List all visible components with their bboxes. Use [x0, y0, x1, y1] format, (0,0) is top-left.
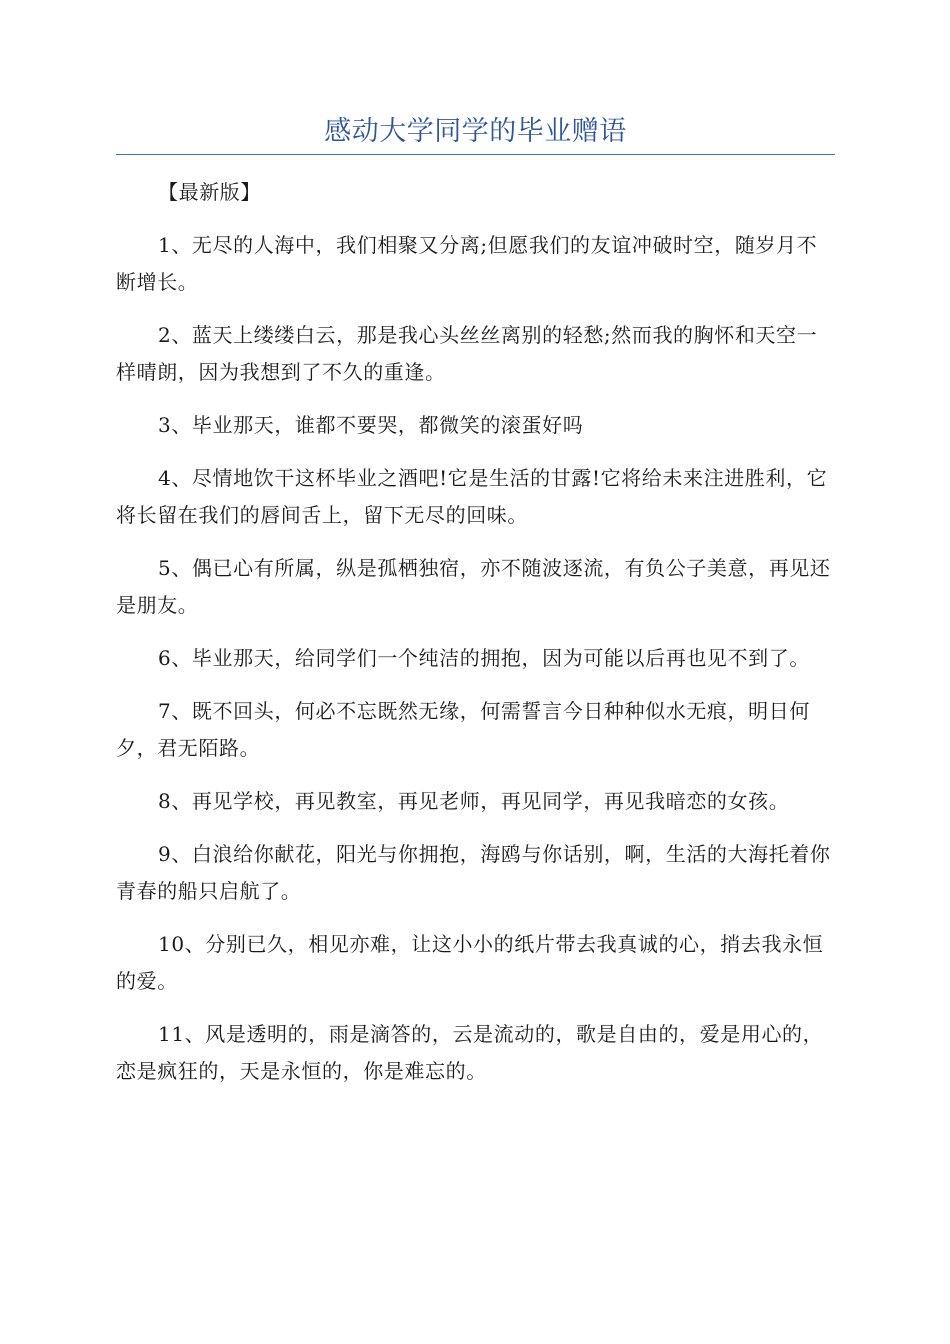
paragraph-2: 2、蓝天上缕缕白云，那是我心头丝丝离别的轻愁;然而我的胸怀和天空一样晴朗，因为我想到了不久的重逢。 [116, 323, 818, 384]
paragraph-3: 3、毕业那天，谁都不要哭，都微笑的滚蛋好吗 [158, 413, 584, 437]
edition-label: 【最新版】 [158, 180, 261, 204]
paragraph-11: 11、风是透明的，雨是滴答的，云是流动的，歌是自由的，爱是用心的，恋是疯狂的，天是永恒的，你是难忘的。 [116, 1022, 824, 1083]
paragraph-4: 4、尽情地饮干这杯毕业之酒吧!它是生活的甘露!它将给未来注进胜利，它将长留在我们的唇间舌上，留下无尽的回味。 [116, 466, 828, 527]
paragraph-1: 1、无尽的人海中，我们相聚又分离;但愿我们的友谊冲破时空，随岁月不断增长。 [116, 233, 818, 294]
document-title: 感动大学同学的毕业赠语 [324, 116, 627, 147]
paragraph-6: 6、毕业那天，给同学们一个纯洁的拥抱，因为可能以后再也见不到了。 [158, 646, 810, 670]
paragraph-10: 10、分别已久，相见亦难，让这小小的纸片带去我真诚的心，捎去我永恒的爱。 [116, 932, 824, 993]
paragraph-7: 7、既不回头，何必不忘既然无缘，何需誓言今日种种似水无痕，明日何夕，君无陌路。 [116, 699, 810, 760]
document-body [116, 174, 835, 1106]
paragraph-8: 8、再见学校，再见教室，再见老师，再见同学，再见我暗恋的女孩。 [158, 789, 790, 813]
title-underline [116, 154, 835, 155]
paragraph-9: 9、白浪给你献花，阳光与你拥抱，海鸥与你话别，啊，生活的大海托着你青春的船只启航了。 [116, 842, 831, 903]
paragraph-5: 5、偶已心有所属，纵是孤栖独宿，亦不随波逐流，有负公子美意，再见还是朋友。 [116, 556, 831, 617]
